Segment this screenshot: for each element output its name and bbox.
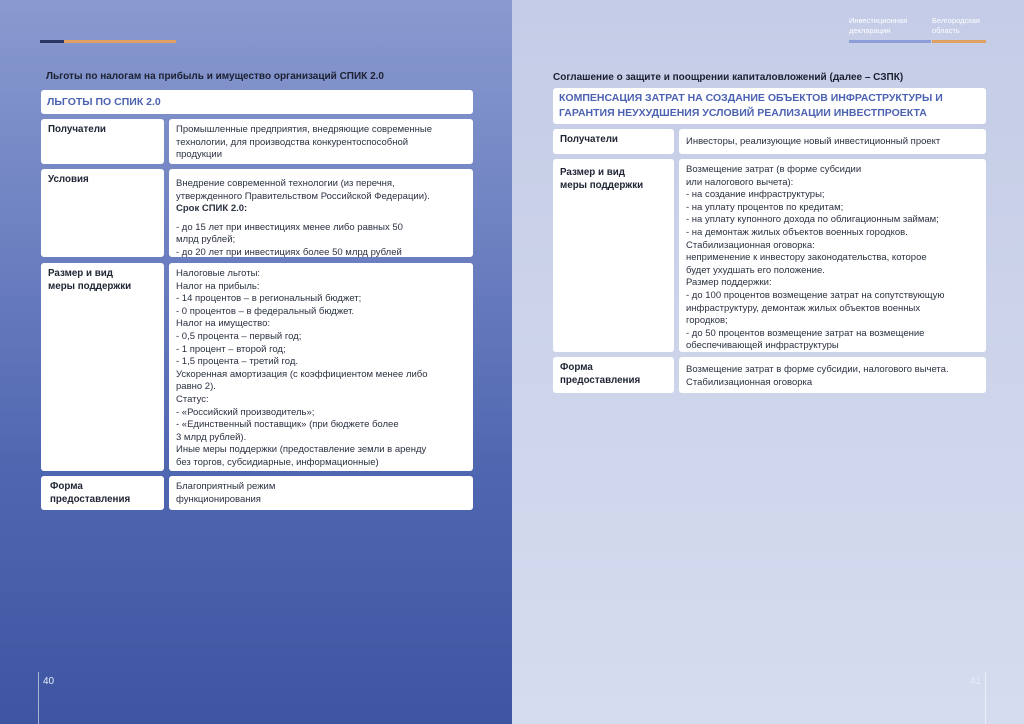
row-label-recipients: Получатели [553,129,674,154]
page-number-rule [985,672,986,724]
running-head-right: Белгородская область [932,16,980,35]
row-value-support-measures: Налоговые льготы: Налог на прибыль: - 14 процентов – в региональный бюджет; - 0 процентов – в федеральный бюджет. Налог на имущество: - 0,5 процента – первый год; - 1 процент – второй год; - 1,5 процента – третий год. Ускоренная амортизация (с коэффициентом менее либо равно 2). Статус: - «Российский производитель»; - «Единственный поставщик» (при бюджете более 3 млрд рублей). Иные меры поддержки (предоставление земли в аренду без торгов, субсидиарные, информационные) [169,263,473,471]
row-label-conditions: Условия [41,169,164,257]
section-title: Льготы по налогам на прибыль и имущество организаций СПИК 2.0 [46,71,384,82]
running-head-left: Инвестиционная декларация [849,16,908,35]
row-label-form: Форма предоставления [41,476,164,510]
row-value-form: Возмещение затрат в форме субсидии, налогового вычета. Стабилизационная оговорка [679,357,986,393]
row-label-recipients: Получатели [41,119,164,164]
box-title: КОМПЕНСАЦИЯ ЗАТРАТ НА СОЗДАНИЕ ОБЪЕКТОВ ИНФРАСТРУКТУРЫ И ГАРАНТИЯ НЕУХУДШЕНИЯ УСЛОВИЙ РЕАЛИЗАЦИИ ИНВЕСТПРОЕКТА [553,88,986,124]
row-value-form: Благоприятный режим функционирования [169,476,473,510]
right-page [512,0,1024,724]
section-title: Соглашение о защите и поощрении капиталовложений (далее – СЗПК) [553,72,904,83]
page-number: 40 [43,676,55,687]
running-head-bar-blue [849,40,931,43]
row-value-conditions: Внедрение современной технологии (из перечня, утвержденного Правительством Российской Федерации). Срок СПИК 2.0: - до 15 лет при инвестициях менее либо равных 50 млрд рублей; - до 20 лет при инвестициях более 50 млрд рублей [169,169,473,257]
row-value-recipients: Инвесторы, реализующие новый инвестиционный проект [679,129,986,154]
row-label-support-measures: Размер и вид меры поддержки [553,159,674,352]
decor-line-dark [40,40,64,43]
row-value-support-measures: Возмещение затрат (в форме субсидии или налогового вычета): - на создание инфраструктуры; - на уплату процентов по кредитам; - на уплату купонного дохода по облигационным займам; - на демонтаж жилых объектов военных городков. Стабилизационная оговорка: неприменение к инвестору законодательства, которое будет ухудшать его положение. Размер поддержки: - до 100 процентов возмещение затрат на сопутствующую инфраструктуру, демонтаж жилых объектов военных городков; - до 50 процентов возмещение затрат на возмещение обеспечивающей инфраструктуры [679,159,986,352]
page-number: 41 [970,676,982,687]
page-number-rule [38,672,39,724]
row-label-support-measures: Размер и вид меры поддержки [41,263,164,471]
running-head-bar-orange [932,40,986,43]
decor-line-orange [64,40,176,43]
box-title: ЛЬГОТЫ ПО СПИК 2.0 [41,90,473,114]
row-value-recipients: Промышленные предприятия, внедряющие современные технологии, для производства конкурентоспособной продукции [169,119,473,164]
row-label-form: Форма предоставления [553,357,674,393]
